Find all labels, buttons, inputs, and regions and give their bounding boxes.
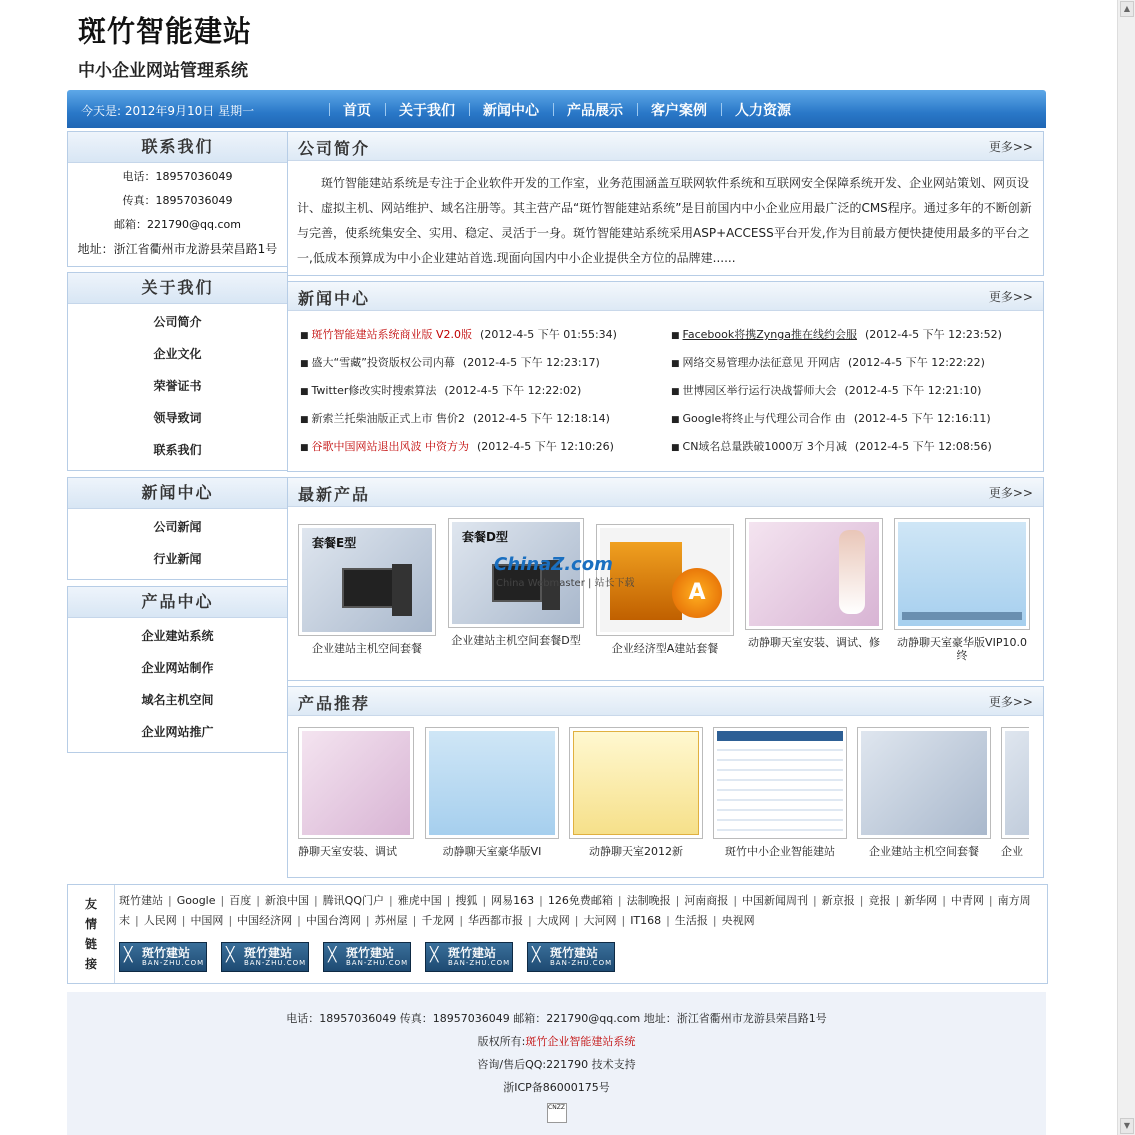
- product-card[interactable]: [1001, 727, 1029, 858]
- product-card[interactable]: [713, 727, 847, 858]
- link-separator: |: [539, 894, 543, 907]
- news-nav-box: [67, 477, 288, 580]
- sidebar-item-honors[interactable]: 荣誉证书: [153, 379, 202, 393]
- friend-link[interactable]: 河南商报: [684, 894, 729, 907]
- intro-text: 斑竹智能建站系统是专注于企业软件开发的工作室，业务范围涵盖互联网软件系统和互联网安全保障系统开发、企业网站策划、网页设计、虚拟主机、网站维护、域名注册等。其主营产品“斑竹智能建站系统”是目前国内中小企业应用最广泛的CMS程序。通过多年的不断创新与完善，使系统集安全、实用、稳定、灵活于一身。斑竹智能建站系统采用ASP+ACCESS平台开发,作为目前最方便快捷使用最多的平台之一,低成本预算成为中小企业建站首选.现面向国内中小企业提供全方位的品牌建......: [297, 176, 1032, 265]
- product-caption[interactable]: 动静聊天室2012新: [589, 845, 683, 858]
- product-nav-box: [67, 586, 288, 753]
- link-separator: |: [942, 894, 946, 907]
- contact-box: [67, 131, 288, 267]
- product-card[interactable]: [596, 524, 734, 655]
- product-image[interactable]: [425, 727, 559, 839]
- product-caption[interactable]: 企业建站主机空间套餐D型: [451, 634, 581, 647]
- ban-zhu-badge[interactable]: ╳ 斑竹建站 BAN-ZHU.COM: [119, 942, 207, 972]
- sidebar-item-contact[interactable]: 联系我们: [153, 443, 202, 457]
- link-separator: |: [895, 894, 900, 907]
- friend-link[interactable]: 网易163: [491, 894, 535, 907]
- friend-link[interactable]: Google: [176, 894, 216, 907]
- friend-link[interactable]: 法制晚报: [626, 894, 671, 907]
- link-separator: |: [574, 914, 579, 927]
- newest-products-panel: [287, 477, 1044, 681]
- news-panel: [287, 281, 1044, 472]
- bamboo-icon: ╳: [328, 947, 337, 963]
- link-separator: |: [135, 914, 139, 927]
- contact-address: 地址：浙江省衢州市龙游县荣昌路1号: [77, 242, 278, 256]
- nav-hr[interactable]: 人力资源: [721, 100, 805, 120]
- product-image[interactable]: A: [596, 524, 734, 636]
- friend-link[interactable]: 中青网: [950, 894, 984, 907]
- product-image[interactable]: [1001, 727, 1029, 839]
- link-separator: |: [712, 914, 717, 927]
- ban-zhu-badge[interactable]: ╳ 斑竹建站 BAN-ZHU.COM: [527, 942, 615, 972]
- link-separator: |: [446, 894, 451, 907]
- news-title: 新闻中心: [298, 289, 371, 308]
- bamboo-icon: ╳: [124, 947, 133, 963]
- link-separator: |: [859, 894, 864, 907]
- news-item[interactable]: ■ Google将终止与代理公司合作 由 (2012-4-5 下午 12:16:11): [671, 412, 991, 425]
- sidebar-item-industry-news[interactable]: 行业新闻: [153, 552, 202, 566]
- news-item[interactable]: ■ Twitter修改实时搜索算法 (2012-4-5 下午 12:22:02): [300, 384, 582, 397]
- contact-fax: 传真：18957036049: [122, 194, 233, 207]
- friend-link[interactable]: 中国台湾网: [305, 914, 361, 927]
- link-separator: |: [256, 894, 260, 907]
- product-card[interactable]: [857, 727, 991, 858]
- link-separator: |: [666, 914, 670, 927]
- about-box: [67, 272, 288, 471]
- product-caption[interactable]: 动静聊天室安装、调试、修: [748, 636, 880, 649]
- friend-links-list: [119, 891, 1037, 931]
- news-item[interactable]: ■ 新索兰托柴油版正式上市 售价2 (2012-4-5 下午 12:18:14): [300, 412, 610, 425]
- sidebar-item-company-news[interactable]: 公司新闻: [153, 520, 202, 534]
- footer-contact: 电话：18957036049 传真：18957036049 邮箱：221790@qq.com 地址：浙江省衢州市龙游县荣昌路1号: [286, 1012, 827, 1025]
- footer-copyright-link[interactable]: 斑竹企业智能建站系统: [525, 1035, 636, 1048]
- link-separator: |: [482, 894, 487, 907]
- current-date: 今天是: 2012年9月10日 星期一: [81, 104, 255, 118]
- product-card[interactable]: [298, 727, 414, 858]
- news-item[interactable]: ■ 斑竹智能建站系统商业版 V2.0版 (2012-4-5 下午 01:55:34): [300, 328, 617, 341]
- main-nav: [67, 90, 1046, 128]
- newest-title: 最新产品: [298, 485, 371, 504]
- link-separator: |: [733, 894, 738, 907]
- friend-link[interactable]: 大河网: [583, 914, 617, 927]
- sidebar-item-domain-hosting[interactable]: 域名主机空间: [141, 693, 214, 707]
- product-image[interactable]: 套餐E型: [298, 524, 436, 636]
- news-item[interactable]: ■ 盛大“雪藏”投资版权公司内幕 (2012-4-5 下午 12:23:17): [300, 356, 600, 369]
- link-separator: |: [412, 914, 417, 927]
- intro-title: 公司简介: [298, 139, 371, 158]
- friend-link[interactable]: 华西都市报: [468, 914, 524, 927]
- nav-about[interactable]: 关于我们: [385, 100, 469, 120]
- link-separator: |: [621, 914, 626, 927]
- about-title: 关于我们: [68, 273, 287, 304]
- recommend-more-link[interactable]: 更多>>: [988, 695, 1033, 709]
- site-logo[interactable]: 斑竹智能建站: [78, 14, 253, 49]
- intro-more-link[interactable]: 更多>>: [988, 140, 1033, 154]
- vertical-scrollbar[interactable]: [1117, 0, 1135, 1135]
- link-separator: |: [459, 914, 464, 927]
- ban-zhu-badge[interactable]: ╳ 斑竹建站 BAN-ZHU.COM: [221, 942, 309, 972]
- sidebar-item-company-intro[interactable]: 公司简介: [153, 315, 202, 329]
- friend-link[interactable]: 生活报: [674, 914, 708, 927]
- sidebar-item-site-system[interactable]: 企业建站系统: [141, 629, 214, 643]
- scroll-up-arrow-icon[interactable]: ▲: [1120, 1, 1134, 17]
- product-image[interactable]: [569, 727, 703, 839]
- site-footer: [67, 992, 1046, 1135]
- friend-link[interactable]: 人民网: [143, 914, 177, 927]
- news-item[interactable]: ■ CN域名总量跌破1000万 3个月减 (2012-4-5 下午 12:08:56): [671, 440, 992, 453]
- friend-link[interactable]: 苏州屋: [374, 914, 408, 927]
- footer-copyright: 版权所有:斑竹企业智能建站系统: [477, 1035, 636, 1048]
- contact-phone: 电话：18957036049: [122, 170, 233, 183]
- friend-link[interactable]: 搜狐: [455, 894, 478, 907]
- friend-link[interactable]: 中国经济网: [237, 914, 293, 927]
- cnzz-stat-icon[interactable]: CNZZ: [67, 1099, 1046, 1123]
- friend-link[interactable]: 新京报: [821, 894, 855, 907]
- product-caption[interactable]: 企业: [1001, 845, 1023, 858]
- scroll-down-arrow-icon[interactable]: ▼: [1120, 1118, 1134, 1134]
- product-image[interactable]: [298, 727, 414, 839]
- friend-links: [67, 884, 1048, 984]
- chinaz-watermark: ChinaZ.com: [494, 554, 613, 575]
- bamboo-icon: ╳: [532, 947, 541, 963]
- nav-home[interactable]: 首页: [329, 100, 385, 120]
- nav-products[interactable]: 产品展示: [553, 100, 637, 120]
- link-separator: |: [168, 894, 172, 907]
- link-separator: |: [617, 894, 622, 907]
- link-separator: |: [181, 914, 186, 927]
- product-image[interactable]: [713, 727, 847, 839]
- friend-link[interactable]: 大成网: [536, 914, 570, 927]
- link-separator: |: [675, 894, 680, 907]
- link-separator: |: [988, 894, 993, 907]
- link-separator: |: [228, 914, 233, 927]
- product-image[interactable]: 套餐D型: [448, 518, 584, 628]
- bamboo-icon: ╳: [430, 947, 439, 963]
- friend-link[interactable]: 中国网: [190, 914, 224, 927]
- intro-panel: [287, 131, 1044, 276]
- product-card[interactable]: [425, 727, 559, 858]
- contact-title: 联系我们: [68, 132, 287, 163]
- product-card[interactable]: [298, 524, 436, 655]
- link-separator: |: [813, 894, 817, 907]
- product-image[interactable]: [745, 518, 883, 630]
- footer-support: 咨询/售后QQ:221790 技术支持: [477, 1058, 636, 1071]
- friend-link[interactable]: 竞报: [868, 894, 891, 907]
- news-item[interactable]: ■ 谷歌中国网站退出风波 中资方为 (2012-4-5 下午 12:10:26): [300, 440, 614, 453]
- product-caption[interactable]: 企业建站主机空间套餐: [869, 845, 979, 858]
- product-caption[interactable]: 动静聊天室豪华版VI: [442, 845, 542, 858]
- news-item[interactable]: ■ 世博园区举行运行决战誓师大会 (2012-4-5 下午 12:21:10): [671, 384, 982, 397]
- friend-link[interactable]: 126免费邮箱: [547, 894, 613, 907]
- product-caption[interactable]: 动静聊天室豪华版VIP10.0终: [897, 636, 1027, 662]
- product-card[interactable]: [894, 518, 1030, 662]
- friend-link[interactable]: 央视网: [721, 914, 755, 927]
- link-separator: |: [297, 914, 301, 927]
- link-separator: |: [313, 894, 318, 907]
- product-caption[interactable]: 斑竹中小企业智能建站: [725, 845, 835, 858]
- friend-link[interactable]: 百度: [229, 894, 252, 907]
- site-subtitle: 中小企业网站管理系统: [78, 61, 248, 81]
- product-caption[interactable]: 企业建站主机空间套餐: [312, 642, 422, 655]
- product-image[interactable]: [894, 518, 1030, 630]
- product-caption[interactable]: 企业经济型A建站套餐: [611, 642, 719, 655]
- news-item[interactable]: ■ Facebook将携Zynga推在线约会服 (2012-4-5 下午 12:23:52): [671, 328, 1002, 341]
- friend-links-label: 友 情 链 接: [68, 885, 115, 983]
- newest-more-link[interactable]: 更多>>: [988, 486, 1033, 500]
- product-image[interactable]: [857, 727, 991, 839]
- nav-cases[interactable]: 客户案例: [637, 100, 721, 120]
- friend-link[interactable]: IT168: [630, 914, 662, 927]
- bamboo-icon: ╳: [226, 947, 235, 963]
- friend-link[interactable]: 中国新闻周刊: [742, 894, 809, 907]
- footer-icp[interactable]: 浙ICP备86000175号: [503, 1081, 610, 1094]
- chinaz-watermark-sub: China Webmaster | 站长下载: [496, 578, 635, 589]
- friend-link[interactable]: 雅虎中国: [397, 894, 442, 907]
- friend-link[interactable]: 新华网: [904, 894, 938, 907]
- friend-link[interactable]: 千龙网: [421, 914, 455, 927]
- link-separator: |: [365, 914, 370, 927]
- product-card[interactable]: [745, 518, 883, 649]
- product-caption[interactable]: 静聊天室安装、调试: [298, 845, 397, 858]
- friend-link[interactable]: 腾讯QQ门户: [322, 894, 384, 907]
- link-separator: |: [220, 894, 225, 907]
- ban-zhu-badge[interactable]: ╳ 斑竹建站 BAN-ZHU.COM: [323, 942, 411, 972]
- sidebar-item-culture[interactable]: 企业文化: [153, 347, 202, 361]
- link-separator: |: [528, 914, 532, 927]
- product-card[interactable]: [569, 727, 703, 858]
- nav-news[interactable]: 新闻中心: [469, 100, 553, 120]
- contact-email: 邮箱：221790@qq.com: [114, 218, 241, 231]
- ban-zhu-badge[interactable]: ╳ 斑竹建站 BAN-ZHU.COM: [425, 942, 513, 972]
- friend-link[interactable]: 南方周末: [119, 894, 1031, 927]
- recommend-title: 产品推荐: [298, 694, 371, 713]
- news-more-link[interactable]: 更多>>: [988, 290, 1033, 304]
- friend-link[interactable]: 新浪中国: [264, 894, 309, 907]
- product-nav-title: 产品中心: [68, 587, 287, 618]
- news-nav-title: 新闻中心: [68, 478, 287, 509]
- sidebar-item-site-making[interactable]: 企业网站制作: [141, 661, 214, 675]
- sidebar-item-site-promotion[interactable]: 企业网站推广: [141, 725, 214, 739]
- site-header: [78, 10, 252, 81]
- sidebar-item-leader-speech[interactable]: 领导致词: [153, 411, 202, 425]
- news-item[interactable]: ■ 网络交易管理办法征意见 开网店 (2012-4-5 下午 12:22:22): [671, 356, 985, 369]
- friend-link[interactable]: 斑竹建站: [119, 894, 163, 907]
- link-separator: |: [389, 894, 393, 907]
- recommend-panel: [287, 686, 1044, 878]
